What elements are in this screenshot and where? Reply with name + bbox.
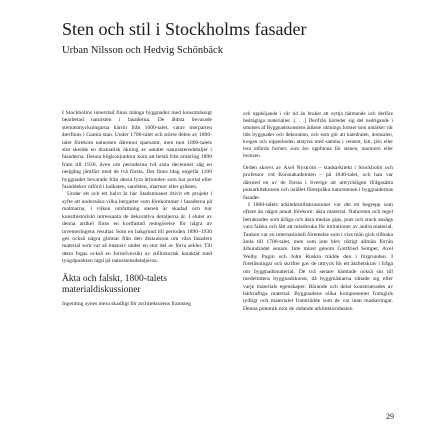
right-quote-paragraph: och upphöjande i vår tid än bruket att nyttja härmande och derföre bedrägliga materialier. [. . .] Derifrån härleder sig det nedrigande i smutsen af Byggnadskonstens ädlaste riktnings former som umärker vår tids byggnader och dekoration, och som gör att katedralen, domsalen, krogen och nipperboden utstyras med samma i cement, kitt, järn eller lera utförda former, som äro uppfunna för stenen, marmorn eller bronzen.: [243, 111, 393, 159]
left-paragraph-1: I Stockholms innerstad finns många byggnader med konstmässigt bearbetad natursten i fasaderna. De äldsta bevarade stenutsmyckningarna härrör från 1600-talet, varav merparten återfinns i Gamla stan. Under 1700-talet och större delen av 1800-talet förekom natursten däremot sparsamt, men mot 1800-talets slut skedde en dramatisk ökning av antalet natursstensdetaljer i fasaderna. Denna högkonjunktur kom att bestå från omkring 1890 fram till 1930, även om perioderna två sista decennier såg en nedgång jämfört med de två första. Det finns idag ungefär 1100 byggnader bevarade från dessa fyra årtionden som har portal eller fasaddekor utförd i kalksten, sandsten, marmor eller gråsten.: [62, 110, 212, 191]
left-column: [62, 110, 212, 308]
section-subheading: Äkta och falskt, 1800-talets materialdiskussioner: [62, 273, 168, 295]
left-paragraph-2: Under ett och ett halvt år har Stadsmuseet drivit ett projekt i syfte att undersöka vilka bergarter som förekommer i fasaderna på malmarna, i vilken omfattning stenen är skadad och hur konsthistoriskt intressanta de dekorativa detaljerna är. I slutet av denna artikel finns en kortfattad redogörelse för några av inventeringens resultat. Som en bakgrund till perioden 1890–1930 ges också några glimtar från den diskussion om våra fasaders material som var så intensiv under en stor del av förra sekler. Till detta fogas också en formöversikt av stilhistorisk karaktär med tyngdpunkten lagd på naturstensdetaljerna.: [62, 191, 212, 265]
left-paragraph-3: Ingenting synes mera skadligt för architekturens framsteg: [62, 300, 191, 307]
article-authors: Urban Nilsson och Hedvig Schönbäck: [62, 45, 223, 56]
right-paragraph-2: Orden skrevs av Axel Nyström – stadsarkitekt i Stockholm och professor vid Konstakademien – på 1840-talet, och han var därmed en av de första i Sverige att uttryckligen ifrågasätta putsarkitekturen och istället förespråka naturstenen i byggnadernas fasader.: [243, 165, 393, 201]
article-title: Sten och stil i Stockholms fasader: [62, 19, 307, 39]
right-paragraph-3: I 1800-talets arkitekturdiskussioner var det ett begrepp som oftare än något annat förekom: äkta material. Natursten och tegel betraktades som ärliga och äkta medan gips, puts och stuck ansågs vara falska och lätt att missbruka för imitationer av andra material. Tanken var en internationell företeelse som i viss män gick tillbaka ända till 1700-talet, men som inte blev riktigt allmän förrän århundradet senare. Inte minst genom Gottfried Semper, Axel Welby Pugin och John Ruskin trädde den i förgrunden. I förelåsningar och skrifter gav de uttryck för ett äkthetskrav i fråga om byggnadsmaterial. De två senare hämtade också sin till medeltidens byggnadskonst, då byggmästarna rättade sig efter varje materials egenskaper. Bärande och delar konstruerades av bärkraftiga material. Byggnadens olika komponenter framgick tydligt och materialet framträdde som de var utan maskeringar. Denna polemik mot de rådande arkitekturidealen: [243, 202, 393, 312]
right-column: [243, 111, 393, 313]
page-number: 29: [386, 412, 394, 421]
